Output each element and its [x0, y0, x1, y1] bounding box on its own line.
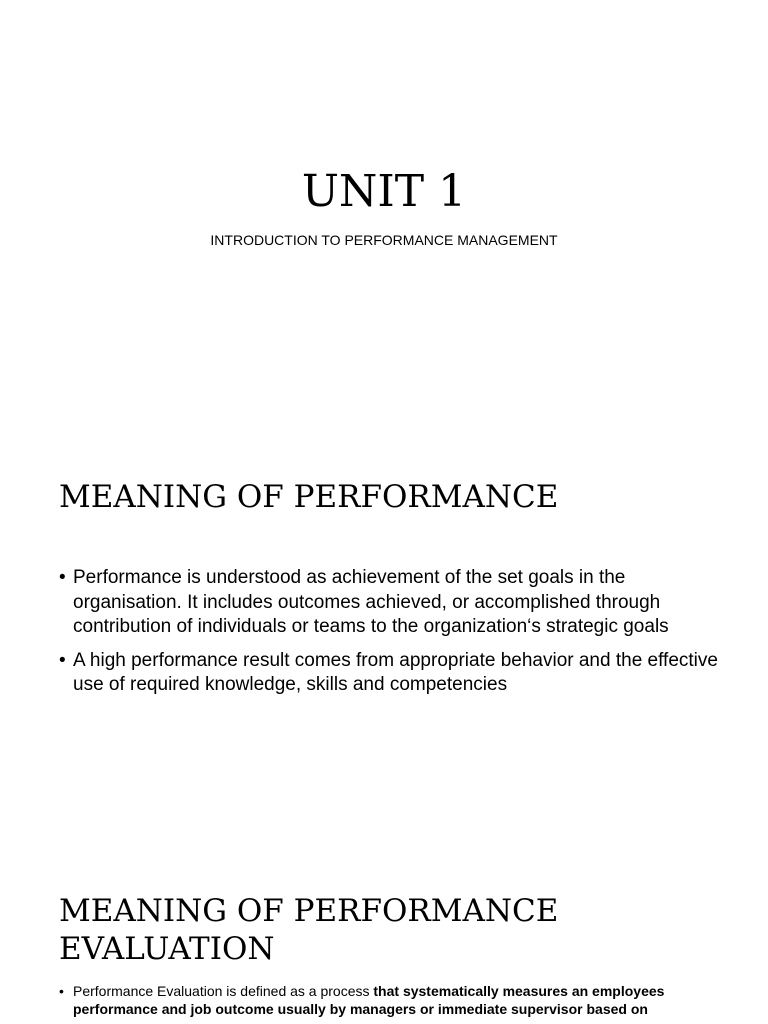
- bullet-list: [59, 566, 719, 707]
- bullet-text-bold: that systematically measures an employees performance and job outcome usually by managers or immediate supervisor based on: [73, 983, 665, 1017]
- section-heading: MEANING OF PERFORMANCE EVALUATION: [59, 893, 559, 967]
- slide-subtitle: INTRODUCTION TO PERFORMANCE MANAGEMENT: [210, 232, 558, 248]
- title-slide: [0, 0, 768, 384]
- slide-title: UNIT 1: [301, 166, 467, 217]
- performance-meaning-slide: [0, 432, 768, 772]
- bullet-text: A high performance result comes from appropriate behavior and the effective use of required knowledge, skills and competencies: [73, 649, 718, 695]
- bullet-text-plain: Performance Evaluation is defined as a process: [73, 983, 374, 999]
- bullet-icon: •: [59, 983, 64, 999]
- section-heading: MEANING OF PERFORMANCE: [59, 479, 559, 515]
- bullet-list: [59, 982, 719, 1018]
- bullet-icon: •: [59, 649, 66, 671]
- performance-evaluation-slide: [0, 860, 768, 1024]
- bullet-text: Performance is understood as achievement of the set goals in the organisation. It includes outcomes achieved, or accomplished through contribution of individuals or teams to the organization‘s strategic goals: [73, 567, 669, 637]
- list-item: [59, 649, 719, 698]
- list-item: [59, 566, 719, 640]
- bullet-icon: •: [59, 567, 66, 588]
- list-item: [59, 982, 719, 1018]
